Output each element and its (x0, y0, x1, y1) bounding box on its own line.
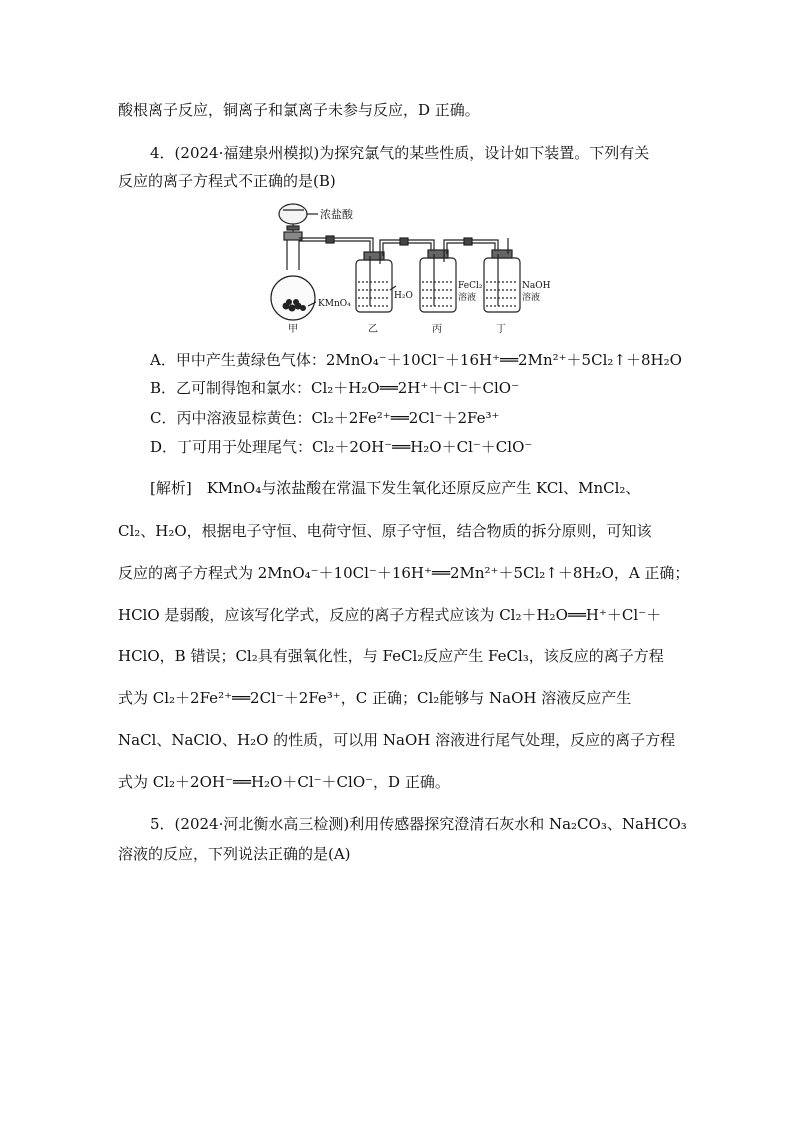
separatory-funnel (279, 204, 307, 224)
bottle-yi (356, 260, 392, 312)
label-kmno4: KMnO₄ (318, 299, 351, 309)
analysis-line-8: 式为 Cl₂＋2OH⁻══H₂O＋Cl⁻＋ClO⁻，D 正确。 (118, 773, 450, 791)
label-fecl2-2: 溶液 (458, 293, 477, 303)
question-5-line-2: 溶液的反应，下列说法正确的是(A) (118, 845, 351, 863)
option-c: C．丙中溶液显棕黄色：Cl₂＋2Fe²⁺══2Cl⁻＋2Fe³⁺ (150, 409, 500, 427)
label-jia: 甲 (288, 324, 298, 335)
round-bottom-flask (271, 276, 315, 320)
analysis-line-5: HClO，B 错误；Cl₂具有强氧化性，与 FeCl₂反应产生 FeCl₃，该反应的离子方程 (118, 647, 664, 665)
question-4-line-1: 4．(2024·福建泉州模拟)为探究氯气的某些性质，设计如下装置。下列有关 (150, 144, 650, 162)
label-acid: 浓盐酸 (320, 208, 353, 221)
analysis-line-7: NaCl、NaClO、H₂O 的性质，可以用 NaOH 溶液进行尾气处理，反应的离子方程 (118, 731, 676, 749)
analysis-line-6: 式为 Cl₂＋2Fe²⁺══2Cl⁻＋2Fe³⁺，C 正确；Cl₂能够与 NaOH 溶液反应产生 (118, 689, 632, 707)
analysis-line-1: [解析] KMnO₄与浓盐酸在常温下发生氧化还原反应产生 KCl、MnCl₂、 (150, 479, 641, 497)
question-4-line-2: 反应的离子方程式不正确的是(B) (118, 172, 336, 190)
analysis-line-3: 反应的离子方程式为 2MnO₄⁻＋10Cl⁻＋16H⁺══2Mn²⁺＋5Cl₂↑＋8H₂O，A 正确； (118, 564, 690, 582)
analysis-line-4: HClO 是弱酸，应该写化学式，反应的离子方程式应该为 Cl₂＋H₂O══H⁺＋Cl⁻＋ (118, 606, 662, 624)
option-a: A．甲中产生黄绿色气体：2MnO₄⁻＋10Cl⁻＋16H⁺══2Mn²⁺＋5Cl₂↑＋8H₂O (150, 351, 682, 369)
bottle-ding (484, 258, 520, 312)
bottle-bing (420, 258, 456, 312)
option-b: B．乙可制得饱和氯水：Cl₂＋H₂O══2H⁺＋Cl⁻＋ClO⁻ (150, 379, 519, 397)
label-ding: 丁 (496, 324, 506, 335)
label-fecl2-1: FeCl₂ (458, 281, 483, 291)
label-yi: 乙 (368, 324, 378, 335)
label-bing: 丙 (432, 324, 442, 335)
continuation-line: 酸根离子反应，铜离子和氯离子未参与反应，D 正确。 (118, 101, 480, 119)
label-naoh-1: NaOH (522, 281, 551, 291)
label-h2o: H₂O (394, 291, 413, 301)
apparatus-figure (0, 198, 794, 348)
analysis-line-2: Cl₂、H₂O，根据电子守恒、电荷守恒、原子守恒，结合物质的拆分原则，可知该 (118, 522, 652, 540)
label-naoh-2: 溶液 (522, 293, 541, 303)
option-d: D．丁可用于处理尾气：Cl₂＋2OH⁻══H₂O＋Cl⁻＋ClO⁻ (150, 438, 533, 456)
question-5-line-1: 5．(2024·河北衡水高三检测)利用传感器探究澄清石灰水和 Na₂CO₃、NaHCO₃ (150, 815, 687, 833)
